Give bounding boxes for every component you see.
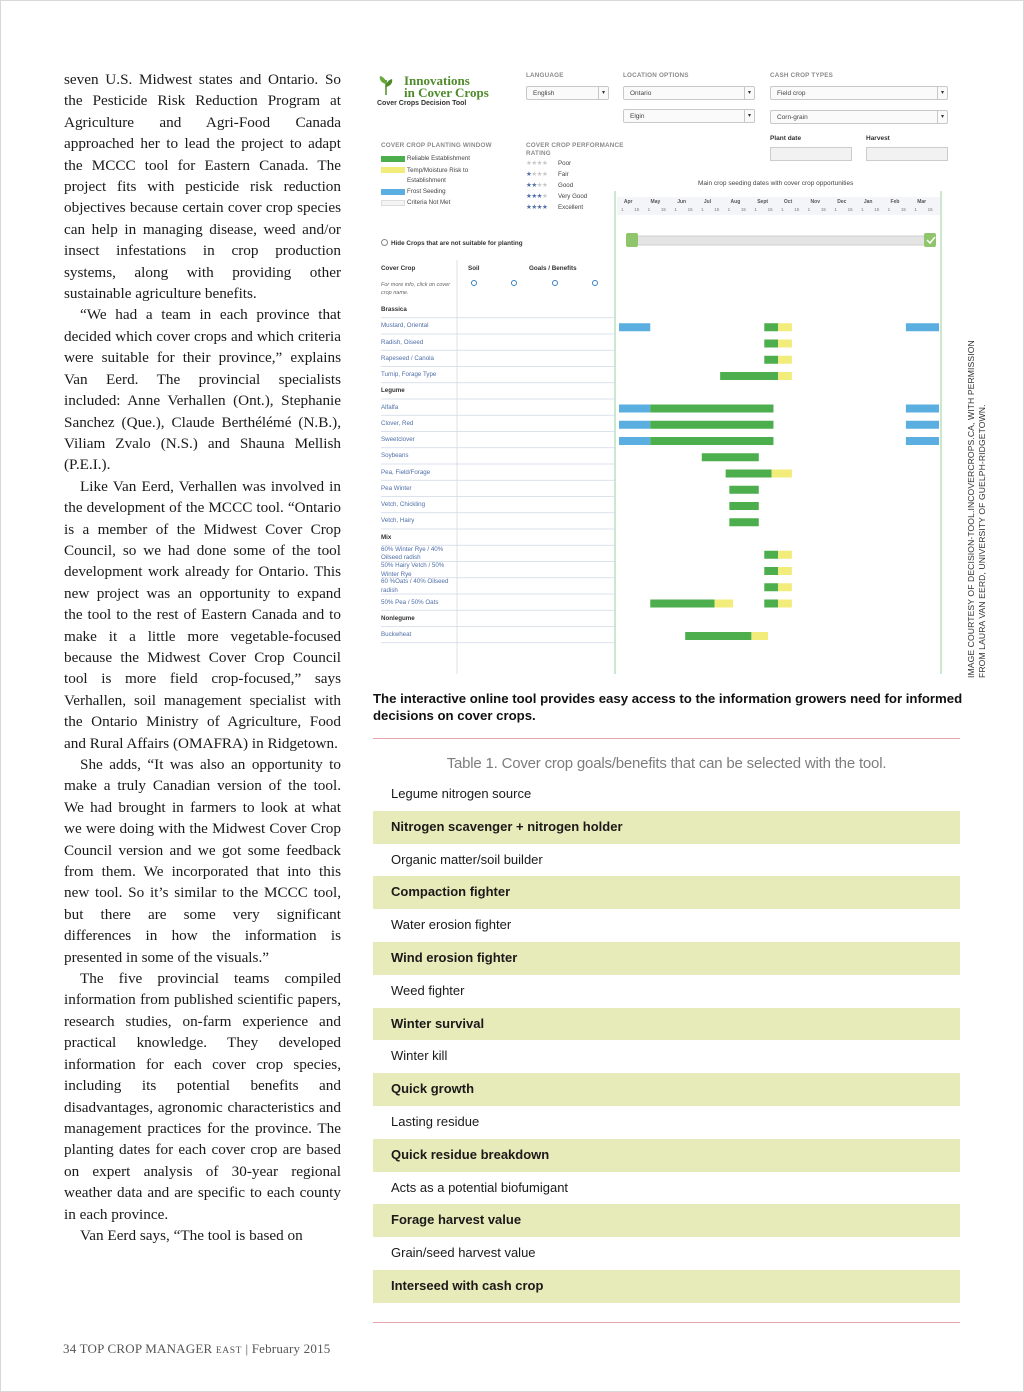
table-row: Grain/seed harvest value — [391, 1245, 536, 1261]
month-day-tick: 15 — [634, 207, 640, 212]
month-label: Feb — [890, 199, 900, 205]
planting-window-bar — [619, 323, 650, 331]
month-label: Sept — [757, 199, 769, 205]
planting-window-bar — [650, 405, 773, 413]
month-label: May — [650, 199, 661, 205]
chevron-down-icon: ▾ — [937, 111, 947, 123]
crop-name-link[interactable]: Vetch, Hairy — [381, 517, 415, 525]
planting-window-bar — [619, 405, 650, 413]
rating-label: Fair — [558, 171, 569, 178]
crop-name-link[interactable]: Radish, Oiseed — [381, 338, 424, 346]
planting-window-bar — [702, 453, 759, 461]
planting-window-bar — [726, 470, 772, 478]
chevron-down-icon: ▾ — [937, 87, 947, 99]
article-body — [64, 69, 341, 1246]
star-rating-icon: ★★★★ — [526, 182, 548, 189]
legend-label: Criteria Not Met — [407, 199, 451, 206]
planting-window-bar — [764, 583, 778, 591]
table-row: Legume nitrogen source — [391, 786, 532, 801]
legend-label: Temp/Moisture Risk to Establishment — [407, 167, 469, 184]
month-day-tick: 15 — [927, 207, 933, 212]
language-select-value: English — [533, 90, 555, 97]
planting-window-bar — [778, 583, 792, 591]
issue-date: February 2015 — [251, 1341, 331, 1356]
table-bottom-rule — [373, 1322, 960, 1323]
planting-window-bar — [715, 600, 733, 608]
logo-subtitle: Cover Crops Decision Tool — [377, 100, 467, 107]
planting-window-bar — [764, 551, 778, 559]
planting-window-bar — [764, 567, 778, 575]
planting-window-bar — [729, 518, 758, 526]
crop-name-link[interactable]: Vetch, Chickling — [381, 501, 426, 508]
hide-crops-label: Hide Crops that are not suitable for planting — [391, 240, 523, 247]
planting-window-bar — [778, 372, 792, 380]
month-day-tick: 15 — [820, 207, 826, 212]
decision-tool-screenshot — [373, 62, 960, 680]
chevron-down-icon: ▾ — [744, 110, 754, 122]
table-row: Winter survival — [373, 1008, 960, 1041]
table-row: Lasting residue — [391, 1113, 480, 1129]
planting-window-bar — [778, 567, 792, 575]
month-label: Jan — [863, 199, 873, 205]
logo-title-line1: Innovations — [404, 73, 470, 88]
star-rating-icon: ★★★★ — [526, 160, 548, 167]
article-paragraph: seven U.S. Midwest states and Ontario. So the Pesticide Risk Reduction Program at Agriculture and Agri-Food Canada approached her to lead the project to adapt the MCCC tool for Eastern Canada. The project fits with pesticide risk reduction objectives because certain cover crop species can help in managing disease, weed and/or insect infestations in crop production systems, along with providing other sustainable agriculture benefits. — [64, 71, 341, 303]
table-row: Organic matter/soil builder — [391, 851, 543, 867]
month-day-tick: 15 — [874, 207, 880, 212]
article-paragraph: “We had a team in each province that decided which cover crops and which criteria were suitable for their province,” explains Van Eerd. The provincial specialists included: Anne Verhallen (Ont.), Stephanie Sanchez (Que.), Claude Berthélémé (N.B.), Viliam Zvalo (N.S.) and Shauna Mellish (P.E.I.). — [64, 306, 341, 474]
star-rating-icon: ★★★★ — [526, 171, 548, 178]
rating-label: Excellent — [558, 204, 584, 211]
month-day-tick: 15 — [847, 207, 853, 212]
table-row: Forage harvest value — [373, 1204, 960, 1237]
crop-name-link[interactable]: Pea, Field/Forage — [381, 468, 431, 476]
col-cover-crop: Cover Crop — [381, 265, 416, 272]
table-row: Nitrogen scavenger + nitrogen holder — [373, 811, 960, 844]
month-label: Oct — [783, 199, 793, 205]
crop-name-link[interactable]: 60 %Oats / 40% Oilseed radish — [381, 578, 449, 594]
planting-window-bar — [764, 600, 778, 608]
planting-window-bar — [650, 600, 714, 608]
cash-crop-select-value: Field crop — [777, 90, 806, 97]
logo-title-line2: in Cover Crops — [404, 85, 489, 100]
crop-name-link[interactable]: Mustard, Oriental — [381, 322, 429, 330]
image-credit: IMAGE COURTESY OF DECISION-TOOL.INCOVERCROPS.CA, WITH PERMISSION FROM LAURA VAN EERD, UNIVERSITY OF GUELPH-RIDGETOWN. — [966, 340, 987, 678]
article-paragraph: Like Van Eerd, Verhallen was involved in the development of the MCCC tool. “Ontario is a member of the Midwest Cover Crop Council, so we had done some of the tool development work already for Ontario. This new project was an opportunity to expand the tool to the rest of Eastern Canada and to make it a little more vegetable-focused because the Midwest Cover Crop Council tool is more field crop-focused,” says Verhallen, soil management specialist with the Ontario Ministry of Agriculture, Food and Rural Affairs (OMAFRA) in Ridgetown. — [64, 477, 341, 752]
month-day-tick: 15 — [714, 207, 720, 212]
planting-window-bar — [778, 340, 792, 348]
month-day-tick: 1 — [807, 207, 811, 212]
col-goals: Goals / Benefits — [529, 265, 577, 272]
rating-label: Very Good — [558, 193, 588, 200]
month-day-tick: 1 — [727, 207, 731, 212]
crop-name-link[interactable]: Buckwheat — [381, 631, 412, 638]
month-label: Jun — [677, 199, 687, 205]
planting-window-bar — [729, 502, 758, 510]
location-label: LOCATION OPTIONS — [623, 72, 689, 79]
month-day-tick: 15 — [740, 207, 746, 212]
performance-label: COVER CROP PERFORMANCE RATING — [526, 142, 624, 157]
crop-category: Brassica — [381, 306, 407, 313]
table-row: Weed fighter — [391, 982, 465, 998]
crop-name-link[interactable]: Soybeans — [381, 452, 409, 460]
planting-window-bar — [720, 372, 778, 380]
month-day-tick: 15 — [767, 207, 773, 212]
planting-window-bar — [764, 356, 778, 364]
planting-window-bar — [619, 437, 650, 445]
planting-window-bar — [650, 437, 773, 445]
month-day-tick: 1 — [861, 207, 864, 212]
footer-separator: | — [245, 1341, 249, 1356]
rating-label: Poor — [558, 160, 572, 167]
chevron-down-icon: ▾ — [744, 87, 754, 99]
image-caption: The interactive online tool provides easy access to the information growers need for informed decisions on cover crops. — [373, 691, 963, 723]
table-row: Compaction fighter — [373, 876, 960, 909]
crop-name-link[interactable]: 60% Winter Rye / 40% Oilseed radish — [381, 545, 444, 562]
planting-window-bar — [906, 323, 939, 331]
planting-window-bar — [751, 632, 768, 640]
month-day-tick: 1 — [754, 207, 757, 212]
crop-name-link[interactable]: Alfalfa — [381, 403, 399, 411]
month-day-tick: 1 — [914, 207, 917, 212]
table-row: Acts as a potential biofumigant — [391, 1179, 569, 1195]
page-footer — [63, 1341, 330, 1357]
crop-name-link[interactable]: Rapeseed / Canola — [381, 354, 434, 362]
crop-name-link[interactable]: Turnip, Forage Type — [381, 371, 437, 378]
planting-window-bar — [764, 340, 778, 348]
month-day-tick: 1 — [887, 207, 891, 212]
planting-window-bar — [650, 421, 773, 429]
table-row: Quick residue breakdown — [373, 1139, 960, 1172]
planting-window-label: COVER CROP PLANTING WINDOW — [381, 142, 492, 149]
star-rating-icon: ★★★★ — [526, 193, 548, 200]
planting-window-bar — [764, 323, 778, 331]
crop-name-link[interactable]: 50% Hairy Vetch / 50% Winter Rye — [381, 562, 445, 578]
table-title: Table 1. Cover crop goals/benefits that can be selected with the tool. — [446, 755, 887, 772]
planting-window-bar — [778, 356, 792, 364]
crop-category: Nonlegume — [381, 614, 415, 622]
rating-label: Good — [558, 182, 574, 189]
table-top-rule — [373, 738, 960, 739]
crop-name-link[interactable]: Sweetclover — [381, 436, 415, 443]
chevron-down-icon: ▾ — [598, 87, 608, 99]
more-info-hint: For more info, click on cover crop name. — [381, 282, 451, 296]
month-day-tick: 1 — [701, 207, 704, 212]
article-paragraph: Van Eerd says, “The tool is based on — [80, 1226, 303, 1244]
cash-crop-sub-select-value: Corn-grain — [777, 114, 808, 121]
month-day-tick: 15 — [900, 207, 906, 212]
crop-category: Legume — [381, 387, 405, 395]
month-label: Jul — [703, 199, 712, 205]
planting-window-bar — [778, 551, 792, 559]
crop-name-link[interactable]: Clover, Red — [381, 419, 414, 427]
planting-window-bar — [778, 323, 792, 331]
table-row: Interseed with cash crop — [373, 1270, 960, 1303]
crop-name-link[interactable]: 50% Pea / 50% Oats — [381, 598, 439, 606]
planting-window-chart — [373, 62, 960, 680]
month-day-tick: 15 — [794, 207, 800, 212]
date-slider-track — [629, 236, 935, 245]
col-soil: Soil — [468, 265, 480, 272]
month-day-tick: 15 — [660, 207, 666, 212]
magazine-edition: EAST — [215, 1346, 242, 1356]
article-paragraph: The five provincial teams compiled information from published scientific papers, research studies, on-farm experience and practical knowledge. They developed information for each cover crop species, including its potential benefits and disadvantages, agronomic characteristics and management practices for the province. The planting dates for each cover crop are based on expert analysis of 30-year regional weather data and are specific to each county in each province. — [64, 970, 341, 1223]
planting-window-bar — [772, 470, 792, 478]
month-label: Apr — [623, 199, 633, 205]
province-select-value: Ontario — [630, 90, 652, 97]
month-day-tick: 15 — [687, 207, 693, 212]
planting-window-bar — [906, 405, 939, 413]
planting-window-bar — [778, 600, 792, 608]
month-day-tick: 1 — [674, 207, 677, 212]
planting-window-bar — [619, 421, 650, 429]
planting-window-bar — [729, 486, 758, 494]
month-day-tick: 1 — [781, 207, 784, 212]
article-paragraph: She adds, “It was also an opportunity to make a truly Canadian version of the tool. We had brought in farmers to look at what we were doing with the Midwest Cover Crop Council version and we got some feedback from them. We incorporated that into this new tool. So it’s similar to the MCCC tool, but there are some very significant differences in how the information is presented in some of the visuals.” — [64, 756, 341, 966]
planting-window-bar — [906, 421, 939, 429]
plant-date-label: Plant date — [770, 135, 802, 142]
cash-crop-label: CASH CROP TYPES — [770, 72, 834, 79]
crop-category: Mix — [381, 533, 392, 541]
slider-end-handle — [924, 233, 936, 247]
month-day-tick: 1 — [834, 207, 837, 212]
table-row: Winter kill — [391, 1048, 448, 1064]
star-rating-icon: ★★★★ — [526, 204, 548, 211]
table-row: Wind erosion fighter — [373, 942, 960, 975]
goals-table — [373, 778, 960, 1303]
month-label: Nov — [810, 199, 820, 205]
language-label: LANGUAGE — [526, 72, 564, 79]
month-label: Dec — [837, 199, 847, 205]
county-select-value: Elgin — [630, 113, 645, 120]
planting-window-bar — [906, 437, 939, 445]
crop-name-link[interactable]: Pea Winter — [381, 484, 412, 492]
month-label: Aug — [730, 199, 741, 205]
planting-window-bar — [685, 632, 751, 640]
month-day-tick: 1 — [647, 207, 651, 212]
legend-label: Reliable Establishment — [407, 155, 470, 162]
harvest-label: Harvest — [866, 135, 890, 142]
month-label: Mar — [917, 199, 927, 205]
month-day-tick: 1 — [621, 207, 624, 212]
magazine-name: TOP CROP MANAGER — [79, 1341, 213, 1356]
table-row: Water erosion fighter — [391, 917, 512, 933]
chart-title: Main crop seeding dates with cover crop opportunities — [698, 180, 854, 187]
table-row: Quick growth — [373, 1073, 960, 1106]
page-number: 34 — [63, 1341, 77, 1356]
legend-label: Frost Seeding — [407, 188, 446, 195]
slider-start-handle — [626, 233, 638, 247]
